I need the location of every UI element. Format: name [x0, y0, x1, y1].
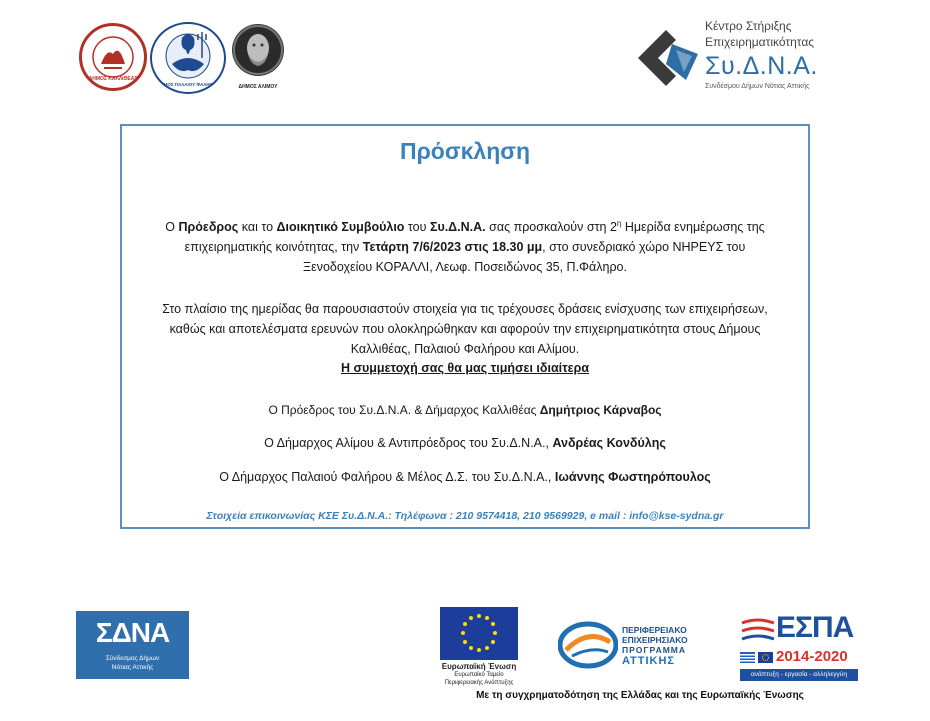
intro-bold: Πρόεδρος	[178, 220, 239, 235]
alimos-head-icon	[232, 24, 284, 76]
sydna-mark-icon	[636, 28, 700, 90]
alimos-caption: ΔΗΜΟΣ ΑΛΙΜΟΥ	[238, 84, 278, 90]
intro-bold: Συ.Δ.Ν.Α.	[429, 220, 486, 235]
sdna-mark: ΣΔΝΑ	[95, 617, 170, 648]
signatory-role: Ο Δήμαρχος Αλίμου & Αντιπρόεδρος του Συ.Δ.Ν.Α.,	[264, 436, 553, 450]
kallithea-ring-text: ΔΗΜΟΣ ΚΑΛΛΙΘΕΑΣ	[88, 76, 138, 82]
intro-text: του	[404, 220, 430, 235]
signatory-2	[122, 436, 808, 450]
sdna-line2: Νότιας Αττικής	[111, 664, 154, 671]
eu-flag	[440, 607, 518, 660]
pep-swirl-icon	[558, 620, 618, 670]
sydna-subtitle: Συνδέσμου Δήμων Νότιας Αττικής	[705, 83, 810, 90]
espa-years: 2014-2020	[776, 648, 848, 665]
sdna-line1: Σύνδεσμος Δήμων	[105, 655, 160, 662]
intro-line-2	[132, 237, 798, 257]
espa-wave-icon	[740, 615, 776, 649]
intro-text: , στο συνεδριακό χώρο ΝΗΡΕΥΣ του	[542, 240, 746, 255]
signatory-role: Ο Πρόεδρος του Συ.Δ.Ν.Α. & Δήμαρχος Καλλιθέας	[268, 403, 540, 417]
signatory-name: Ιωάννης Φωστηρόπουλος	[554, 470, 711, 484]
signatory-name: Δημήτριος Κάρναβος	[539, 403, 662, 417]
intro-text: και το	[238, 220, 277, 235]
eu-sub2: Περιφερειακής Ανάπτυξης	[444, 680, 514, 686]
pep-line1: ΠΕΡΙΦΕΡΕΙΑΚΟ	[622, 625, 687, 635]
contact-info: Στοιχεία επικοινωνίας ΚΣΕ Συ.Δ.Ν.Α.: Τηλέφωνα : 210 9574418, 210 9569929, e mail : info@kse-sydna.gr	[206, 510, 724, 522]
pep-line4: ΑΤΤΙΚΗΣ	[622, 655, 676, 667]
eu-title: Ευρωπαϊκή Ένωση	[441, 662, 517, 671]
intro-text: σας προσκαλούν στη 2	[485, 220, 617, 235]
context-line-3: Καλλιθέας, Παλαιού Φαλήρου και Αλίμου.	[350, 342, 580, 356]
invitation-title: Πρόσκληση	[399, 138, 531, 164]
context-line-2: καθώς και αποτελέσματα ερευνών που ολοκληρώθηκαν και αφορούν την επιχειρηματικότητα στους Δήμους	[169, 322, 761, 336]
event-datetime: Τετάρτη 7/6/2023 στις 18.30 μμ	[362, 240, 543, 255]
sydna-brand: Συ.Δ.Ν.Α.	[705, 52, 818, 80]
espa-brand: ΕΣΠΑ	[776, 611, 854, 644]
intro-line-3: Ξενοδοχείου ΚΟΡΑΛΛΙ, Λεωφ. Ποσειδώνος 35, Π.Φάληρο.	[303, 260, 627, 275]
context-line-1: Στο πλαίσιο της ημερίδας θα παρουσιαστούν στοιχεία για τις τρέχουσες δράσεις ενίσχυσης των επιχειρήσεων,	[162, 302, 768, 316]
kallithea-logo	[79, 23, 147, 91]
signatory-1	[122, 403, 808, 417]
palaio-faliro-ring-text: ΔΗΜΟΣ ΠΑΛΑΙΟΥ ΦΑΛΗΡΟΥ	[157, 82, 219, 87]
participation-note: Η συμμετοχή σας θα μας τιμήσει ιδιαίτερα	[340, 361, 590, 375]
context-paragraph	[132, 299, 798, 359]
gr-eu-flags-icon	[740, 652, 774, 664]
intro-text: επιχειρηματικής κοινότητας, την	[184, 240, 363, 255]
intro-paragraph	[132, 214, 798, 277]
alimos-logo	[232, 24, 284, 76]
sydna-line2: Επιχειρηματικότητας	[705, 35, 815, 49]
sydna-line1: Κέντρο Στήριξης	[705, 19, 792, 33]
signatory-3	[122, 470, 808, 484]
cofunding-statement: Με τη συγχρηματοδότηση της Ελλάδας και της Ευρωπαϊκής Ένωσης	[476, 690, 804, 701]
espa-tagline: ανάπτυξη - εργασία - αλληλεγγύη	[740, 669, 858, 681]
invitation-box	[120, 124, 810, 529]
signatory-role: Ο Δήμαρχος Παλαιού Φαλήρου & Μέλος Δ.Σ. του Συ.Δ.Ν.Α.,	[219, 470, 555, 484]
eu-stars-icon	[440, 607, 518, 660]
eu-sub1: Ευρωπαϊκό Ταμείο	[454, 672, 504, 678]
intro-text: Ο	[165, 220, 179, 235]
palaio-faliro-logo	[150, 22, 226, 94]
sdna-logo	[76, 611, 189, 679]
intro-text: Ημερίδα ενημέρωσης της	[621, 220, 765, 235]
intro-line-1	[132, 214, 798, 237]
espa-logo	[740, 611, 858, 683]
pep-line3: ΠΡΟΓΡΑΜΜΑ	[622, 645, 687, 655]
superscript: η	[616, 219, 622, 228]
intro-bold: Διοικητικό Συμβούλιο	[276, 220, 405, 235]
signatory-name: Ανδρέας Κονδύλης	[552, 436, 666, 450]
pep-line2: ΕΠΙΧΕΙΡΗΣΙΑΚΟ	[622, 635, 688, 645]
